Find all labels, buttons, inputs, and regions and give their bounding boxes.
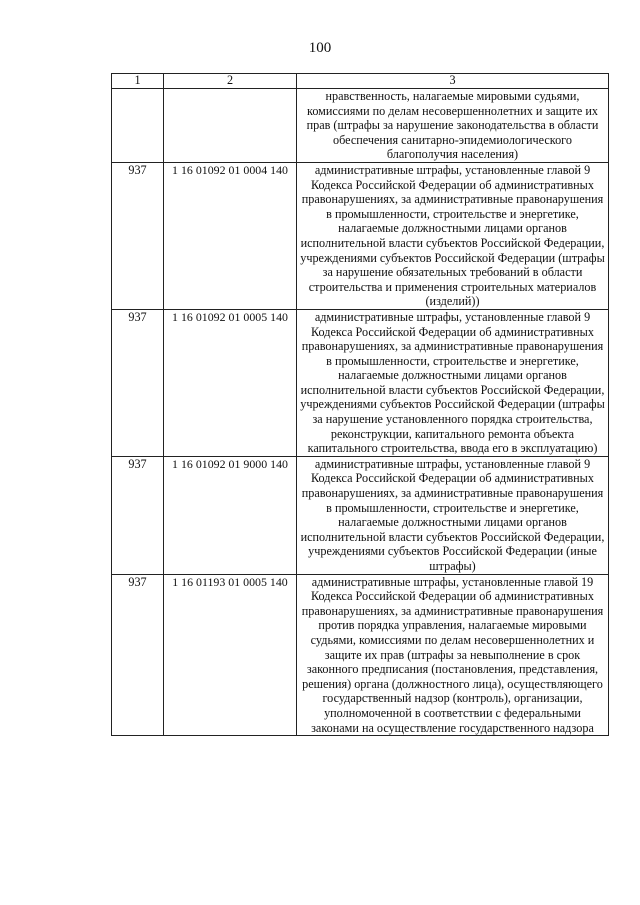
kbk-cell: 1 16 01092 01 9000 140	[164, 456, 297, 574]
code-cell: 937	[112, 456, 164, 574]
table-row	[112, 574, 609, 736]
kbk-cell: 1 16 01092 01 0005 140	[164, 309, 297, 456]
table-row	[112, 456, 609, 574]
column-number-2: 2	[164, 74, 297, 89]
page-number: 100	[308, 40, 332, 56]
description-cell: административные штрафы, установленные главой 9 Кодекса Российской Федерации об административных правонарушениях, за административные правонарушения в промышленности, строительстве и энергетике, налагаемые должностными лицами органов исполнительной власти субъектов Российской Федерации, учреждениями субъектов Российской Федерации (иные штрафы)	[297, 456, 609, 574]
column-number-row	[112, 74, 609, 89]
code-cell: 937	[112, 309, 164, 456]
kbk-cell: 1 16 01193 01 0005 140	[164, 574, 297, 736]
description-cell: административные штрафы, установленные главой 9 Кодекса Российской Федерации об административных правонарушениях, за административные правонарушения в промышленности, строительстве и энергетике, налагаемые должностными лицами органов исполнительной власти субъектов Российской Федерации, учреждениями субъектов Российской Федерации (штрафы за нарушение установленного порядка строительства, реконструкции, капитального ремонта объекта капитального строительства, ввода его в эксплуатацию)	[297, 309, 609, 456]
column-number-1: 1	[112, 74, 164, 89]
table-row	[112, 162, 609, 309]
description-cell: административные штрафы, установленные главой 9 Кодекса Российской Федерации об административных правонарушениях, за административные правонарушения в промышленности, строительстве и энергетике, налагаемые должностными лицами органов исполнительной власти субъектов Российской Федерации, учреждениями субъектов Российской Федерации (штрафы за нарушение обязательных требований в области строительства и применения строительных материалов (изделий))	[297, 162, 609, 309]
table-row	[112, 309, 609, 456]
kbk-cell: 1 16 01092 01 0004 140	[164, 162, 297, 309]
description-cell: нравственность, налагаемые мировыми судьями, комиссиями по делам несовершеннолетних и защите их прав (штрафы за нарушение законодательства в области обеспечения санитарно-эпидемиологического благополучия населения)	[297, 89, 609, 163]
code-cell: 937	[112, 574, 164, 736]
budget-codes-table	[111, 73, 609, 736]
table-row-continuation	[112, 89, 609, 163]
code-cell: 937	[112, 162, 164, 309]
code-cell	[112, 89, 164, 163]
description-cell: административные штрафы, установленные главой 19 Кодекса Российской Федерации об административных правонарушениях, за административные правонарушения против порядка управления, налагаемые мировыми судьями, комиссиями по делам несовершеннолетних и защите их прав (штрафы за невыполнение в срок законного предписания (постановления, представления, решения) органа (должностного лица), осуществляющего государственный надзор (контроль), организации, уполномоченной в соответствии с федеральными законами на осуществление государственного надзора	[297, 574, 609, 736]
kbk-cell	[164, 89, 297, 163]
column-number-3: 3	[297, 74, 609, 89]
